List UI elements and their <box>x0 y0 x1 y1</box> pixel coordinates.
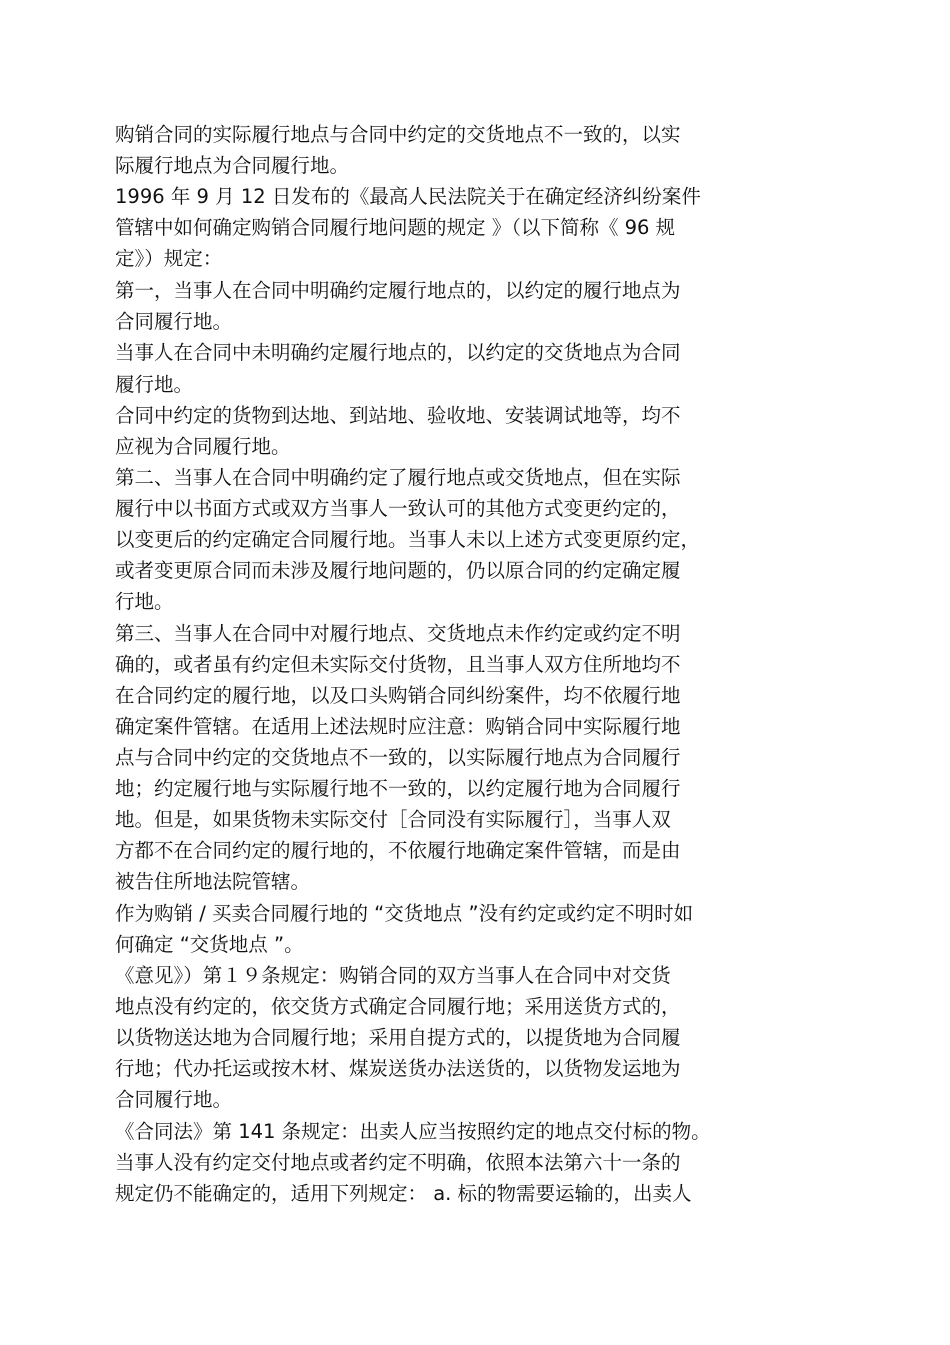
text-line: 确的，或者虽有约定但未实际交付货物，且当事人双方住所地均不 <box>115 653 681 676</box>
text-line: 际履行地点为合同履行地。 <box>115 154 350 177</box>
text-line: 确定案件管辖。在适用上述法规时应注意：购销合同中实际履行地 <box>115 715 681 738</box>
text-line: 第一，当事人在合同中明确约定履行地点的，以约定的履行地点为 <box>115 279 681 302</box>
text-line: 合同履行地。 <box>115 310 233 333</box>
text-line: 履行地。 <box>115 373 194 396</box>
text-line: 规定仍不能确定的，适用下列规定： a. 标的物需要运输的，出卖人 <box>115 1182 692 1205</box>
text-line: 当事人在合同中未明确约定履行地点的，以约定的交货地点为合同 <box>115 341 681 364</box>
text-line: 被告住所地法院管辖。 <box>115 870 311 893</box>
text-line: 点与合同中约定的交货地点不一致的，以实际履行地点为合同履行 <box>115 746 681 769</box>
text-line: 以货物送达地为合同履行地；采用自提方式的，以提货地为合同履 <box>115 1026 681 1049</box>
text-line: 管辖中如何确定购销合同履行地问题的规定 》（以下简称《 96 规 <box>115 216 676 239</box>
text-line: 地；约定履行地与实际履行地不一致的，以约定履行地为合同履行 <box>115 777 681 800</box>
text-line: 以变更后的约定确定合同履行地。当事人未以上述方式变更原约定， <box>115 528 701 551</box>
text-line: 地点没有约定的，依交货方式确定合同履行地；采用送货方式的， <box>115 995 681 1018</box>
text-line: 行地；代办托运或按木材、煤炭送货办法送货的，以货物发运地为 <box>115 1057 681 1080</box>
text-line: 合同中约定的货物到达地、到站地、验收地、安装调试地等，均不 <box>115 404 681 427</box>
text-line: 或者变更原合同而未涉及履行地问题的，仍以原合同的约定确定履 <box>115 559 681 582</box>
text-line: 第二、当事人在合同中明确约定了履行地点或交货地点，但在实际 <box>115 466 681 489</box>
text-line: 方都不在合同约定的履行地的，不依履行地确定案件管辖，而是由 <box>115 839 681 862</box>
text-line: 第三、当事人在合同中对履行地点、交货地点未作约定或约定不明 <box>115 622 681 645</box>
text-line: 行地。 <box>115 590 174 613</box>
text-line: 合同履行地。 <box>115 1088 233 1111</box>
text-line: 《合同法》第 141 条规定：出卖人应当按照约定的地点交付标的物。 <box>115 1120 711 1143</box>
text-line: 1996 年 9 月 12 日发布的《最高人民法院关于在确定经济纠纷案件 <box>115 185 701 208</box>
text-line: 作为购销 / 买卖合同履行地的 “交货地点 ”没有约定或约定不明时如 <box>115 902 694 925</box>
text-line: 履行中以书面方式或双方当事人一致认可的其他方式变更约定的， <box>115 497 681 520</box>
text-line: 应视为合同履行地。 <box>115 435 291 458</box>
text-line: 何确定 “交货地点 ”。 <box>115 933 304 956</box>
text-line: 地。但是，如果货物未实际交付［合同没有实际履行］，当事人双 <box>115 808 671 831</box>
text-line: 在合同约定的履行地，以及口头购销合同纠纷案件，均不依履行地 <box>115 684 681 707</box>
text-line: 定》）规定： <box>115 247 223 270</box>
text-line: 购销合同的实际履行地点与合同中约定的交货地点不一致的，以实 <box>115 123 681 146</box>
text-line: 当事人没有约定交付地点或者约定不明确，依照本法第六十一条的 <box>115 1151 681 1174</box>
text-line: 《意见》）第１９条规定：购销合同的双方当事人在合同中对交货 <box>115 964 671 987</box>
